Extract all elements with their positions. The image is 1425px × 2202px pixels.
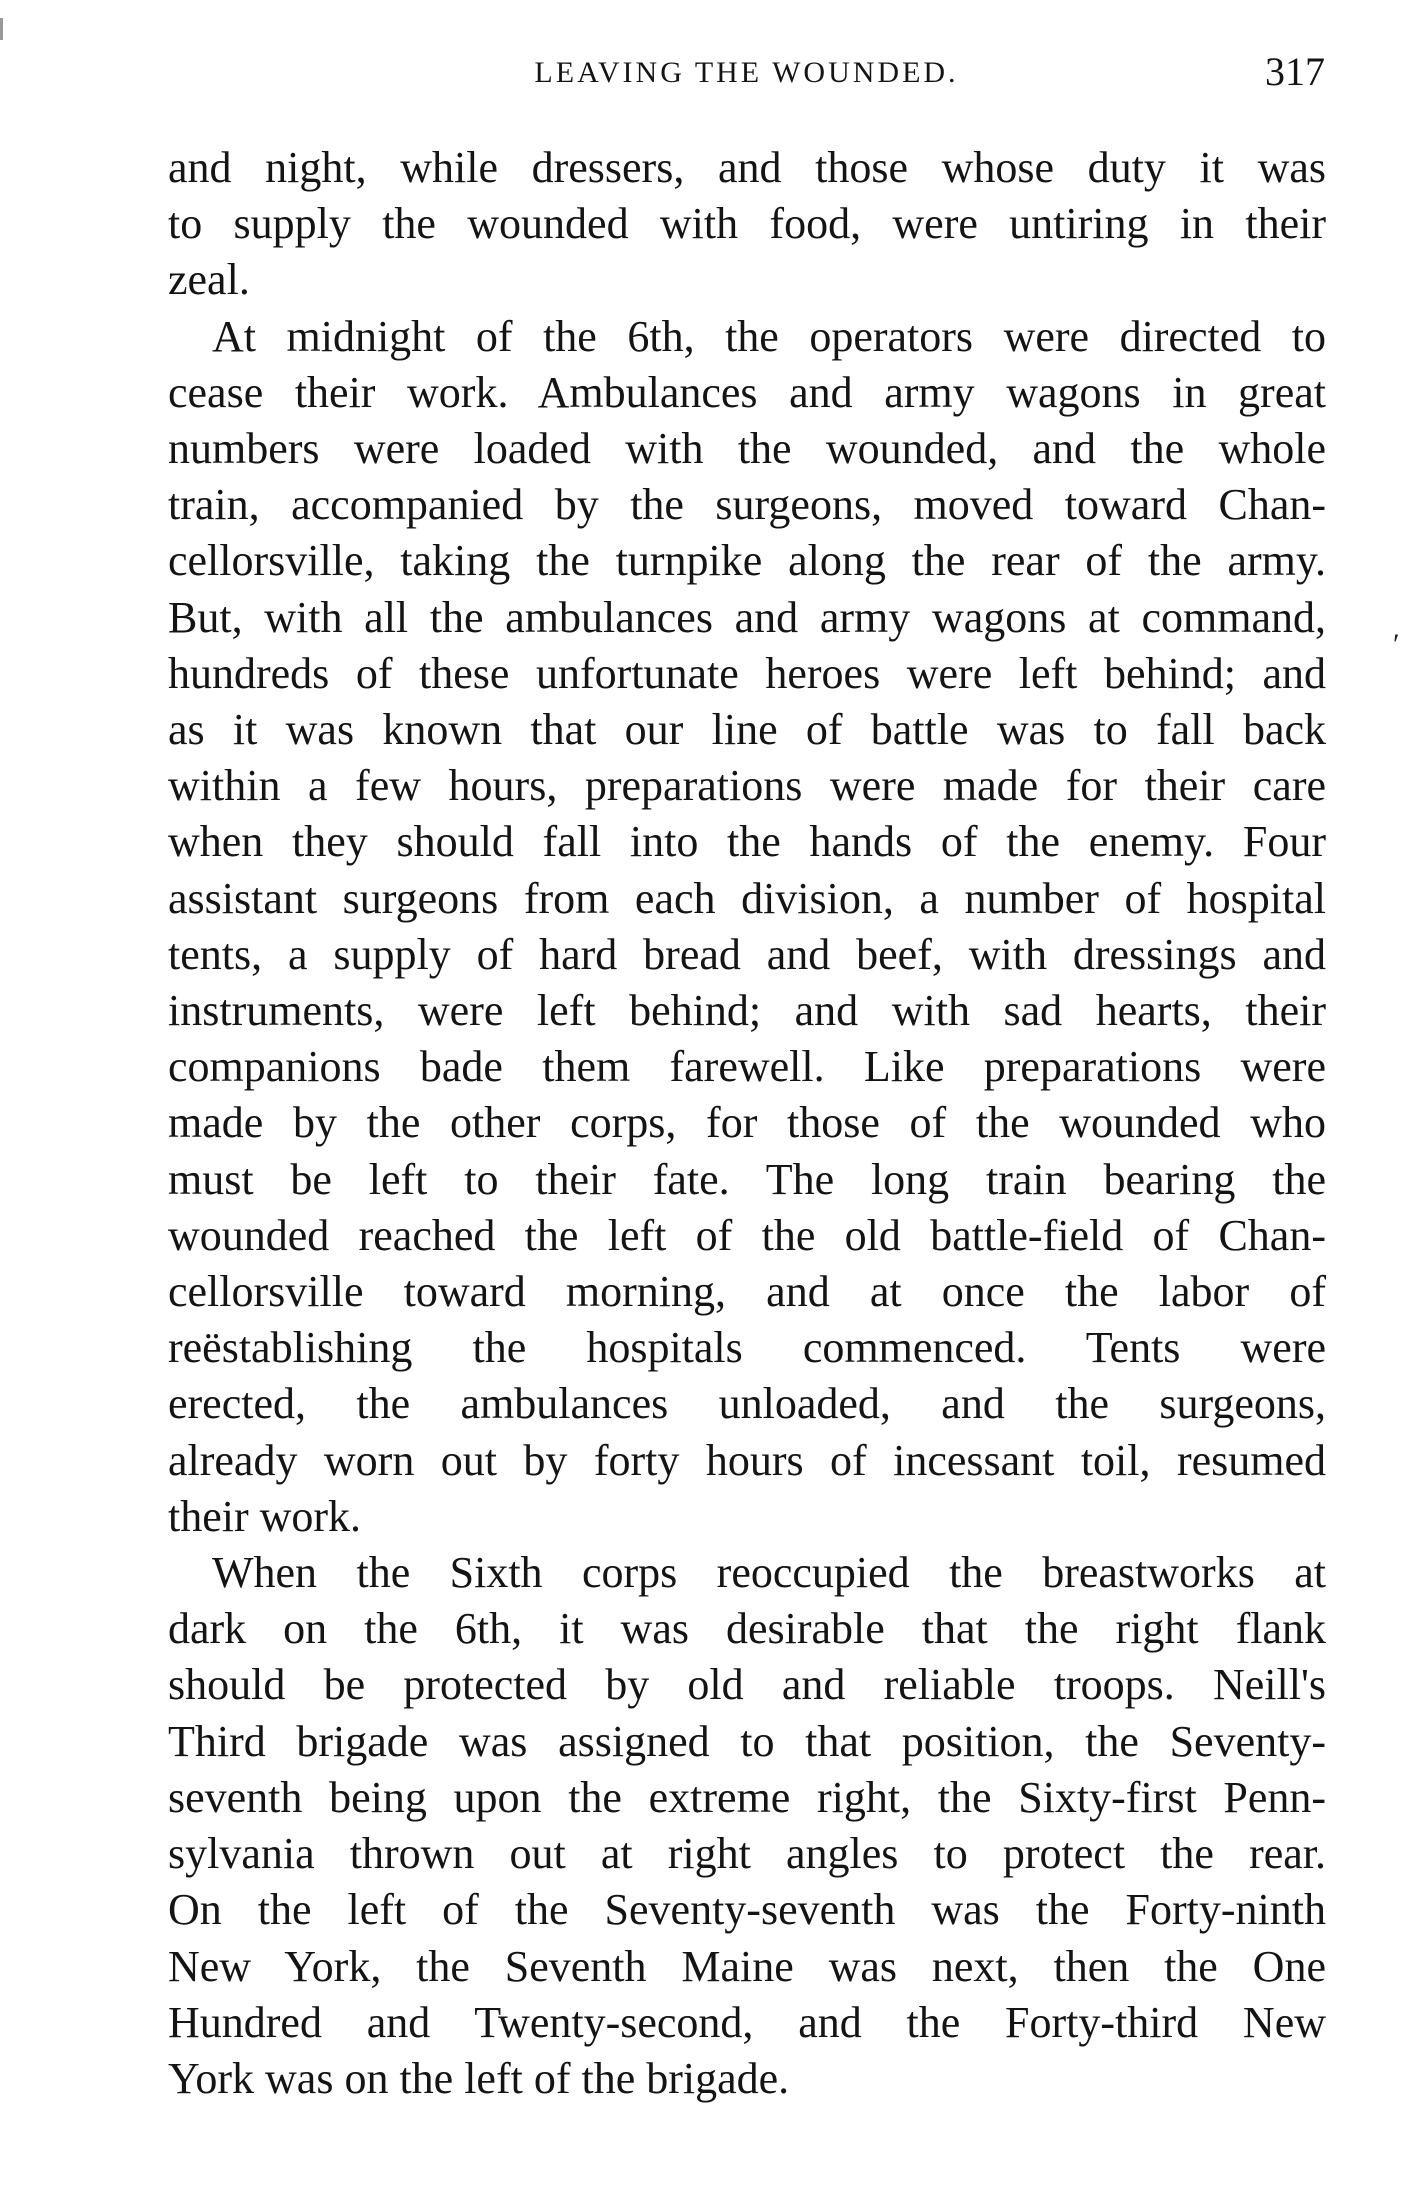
text-line: seventh being upon the extreme right, the Sixty-first Penn-	[168, 1772, 1326, 1822]
text-line: When the Sixth corps reoccupied the breastworks at	[212, 1548, 1326, 1598]
text-line: zeal.	[168, 255, 250, 305]
text-line: Hundred and Twenty-second, and the Forty-third New	[168, 1997, 1326, 2047]
text-line: On the left of the Seventy-seventh was the Forty-ninth	[168, 1885, 1326, 1935]
text-line: companions bade them farewell. Like preparations were	[168, 1042, 1326, 1092]
text-line: when they should fall into the hands of the enemy. Four	[168, 817, 1326, 867]
text-line: dark on the 6th, it was desirable that the right flank	[168, 1604, 1326, 1654]
text-line: should be protected by old and reliable troops. Neill's	[168, 1660, 1326, 1710]
paragraph-3	[168, 1545, 1326, 2107]
text-line: But, with all the ambulances and army wagons at command,	[168, 592, 1326, 642]
text-line: and night, while dressers, and those whose duty it was	[168, 143, 1326, 192]
page-header	[168, 48, 1325, 108]
text-line: sylvania thrown out at right angles to protect the rear.	[168, 1829, 1326, 1879]
running-title: LEAVING THE WOUNDED.	[534, 56, 959, 89]
text-line: erected, the ambulances unloaded, and the surgeons,	[168, 1379, 1326, 1429]
text-line: assistant surgeons from each division, a number of hospital	[168, 873, 1326, 923]
text-line: cellorsville toward morning, and at once the labor of	[168, 1267, 1326, 1317]
text-line: tents, a supply of hard bread and beef, with dressings and	[168, 929, 1326, 979]
text-line: already worn out by forty hours of incessant toil, resumed	[168, 1435, 1326, 1485]
text-line: York was on the left of the brigade.	[168, 2053, 790, 2103]
text-line: made by the other corps, for those of the wounded who	[168, 1098, 1326, 1148]
text-line: within a few hours, preparations were made for their care	[168, 761, 1326, 811]
scan-edge-mark	[0, 18, 3, 40]
text-line: their work.	[168, 1491, 362, 1541]
text-line: wounded reached the left of the old battle-field of Chan-	[168, 1210, 1326, 1260]
text-line: to supply the wounded with food, were untiring in their	[168, 199, 1326, 249]
text-line: reëstablishing the hospitals commenced. Tents were	[168, 1323, 1326, 1373]
page-number: 317	[1265, 49, 1325, 94]
text-line: must be left to their fate. The long train bearing the	[168, 1154, 1326, 1204]
text-line: cellorsville, taking the turnpike along the rear of the army.	[168, 536, 1326, 586]
text-line: instruments, were left behind; and with sad hearts, their	[168, 986, 1326, 1036]
text-line: numbers were loaded with the wounded, and the whole	[168, 424, 1326, 474]
text-line: as it was known that our line of battle was to fall back	[168, 705, 1326, 755]
text-line: cease their work. Ambulances and army wagons in great	[168, 367, 1326, 417]
paragraph-1	[168, 140, 1326, 309]
body-text	[168, 140, 1326, 2107]
text-line: New York, the Seventh Maine was next, then the One	[168, 1941, 1326, 1991]
text-line: Third brigade was assigned to that position, the Seventy-	[168, 1716, 1326, 1766]
text-line: hundreds of these unfortunate heroes were left behind; and	[168, 648, 1326, 698]
paragraph-2	[168, 309, 1326, 1545]
text-line: At midnight of the 6th, the operators were directed to	[212, 311, 1326, 361]
margin-mark-icon: ′	[1393, 628, 1400, 661]
text-line: train, accompanied by the surgeons, moved toward Chan-	[168, 480, 1326, 530]
